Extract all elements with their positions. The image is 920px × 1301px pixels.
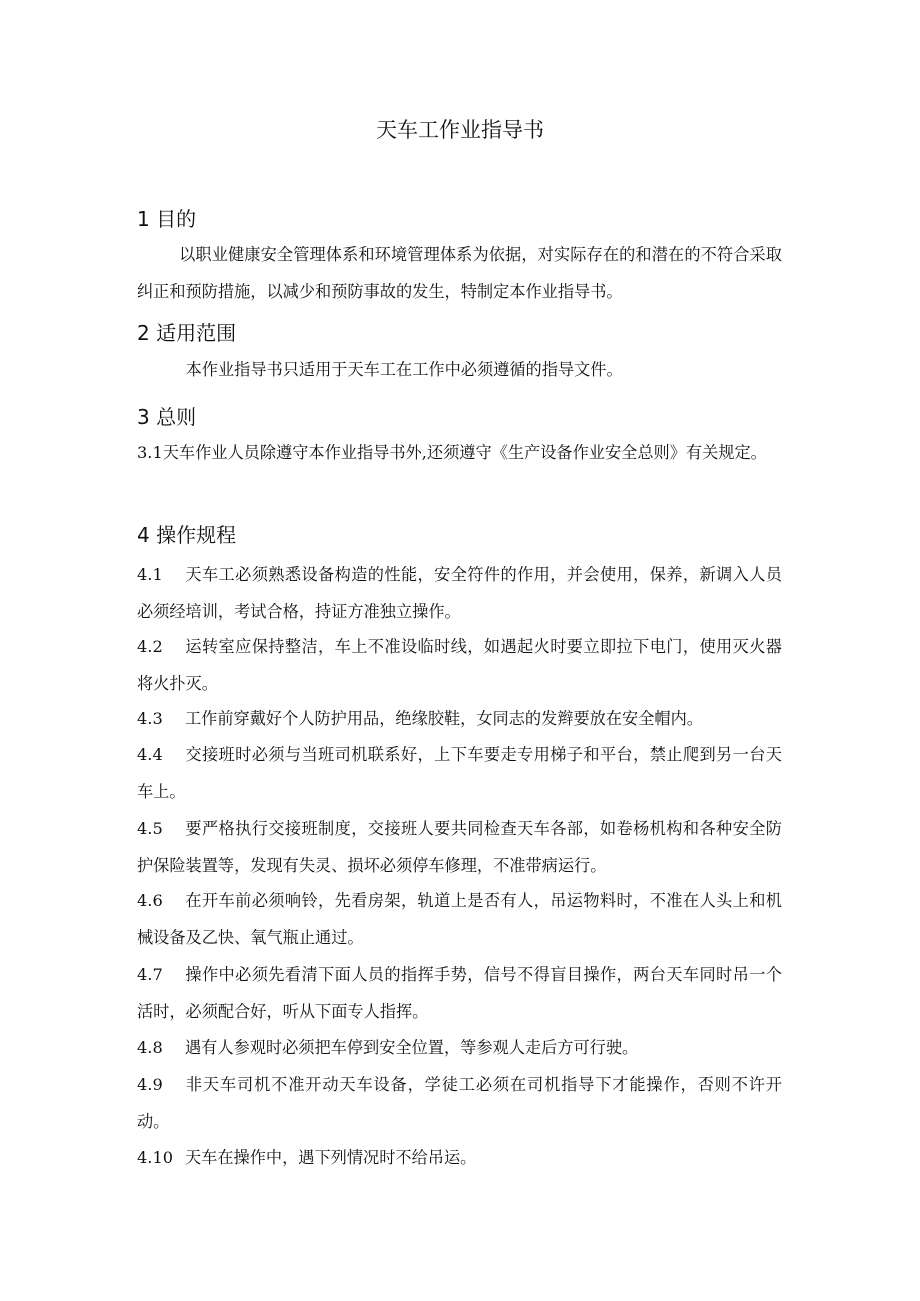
clause-text: 操作中必须先看清下面人员的指挥手势，信号不得盲目操作，两台天车同时吊一个活时，必须配合好，听从下面专人指挥。 xyxy=(137,965,782,1021)
clause-text: 天车工必须熟悉设备构造的性能，安全符件的作用，并会使用，保养，新调入人员必须经培训，考试合格，持证方准独立操作。 xyxy=(137,565,782,621)
section-text-scope: 本作业指导书只适用于天车工在工作中必须遵循的指导文件。 xyxy=(185,360,623,379)
clause-number: 4.5 xyxy=(137,819,163,838)
section-text-purpose: 以职业健康安全管理体系和环境管理体系为依据，对实际存在的和潜在的不符合采取纠正和预防措施，以减少和预防事故的发生，特制定本作业指导书。 xyxy=(137,245,782,301)
clause-text: 运转室应保持整洁，车上不准设临时线，如遇起火时要立即拉下电门，使用灭火器将火扑灭。 xyxy=(137,637,782,693)
clause-text: 天车在操作中，遇下列情况时不给吊运。 xyxy=(185,1148,477,1167)
clause-4-4 xyxy=(137,736,782,810)
clause-4-8 xyxy=(137,1029,782,1066)
clause-number: 4.9 xyxy=(137,1075,163,1094)
clause-text: 要严格执行交接班制度，交接班人要共同检查天车各部，如卷杨机构和各种安全防护保险装置等，发现有失灵、损坏必须停车修理，不准带病运行。 xyxy=(137,819,782,875)
clause-text: 遇有人参观时必须把车停到安全位置，等参观人走后方可行驶。 xyxy=(185,1038,639,1057)
clause-number: 4.6 xyxy=(137,891,163,910)
clause-3-1 xyxy=(137,434,782,471)
section-heading-scope: 2 适用范围 xyxy=(137,321,237,345)
clause-4-7 xyxy=(137,956,782,1030)
clause-number: 4.10 xyxy=(137,1148,174,1167)
clause-number: 4.1 xyxy=(137,565,163,584)
clause-number: 4.2 xyxy=(137,637,163,656)
clause-number: 4.7 xyxy=(137,965,163,984)
clause-number: 4.8 xyxy=(137,1038,163,1057)
clause-4-2 xyxy=(137,628,782,702)
clause-4-5 xyxy=(137,810,782,884)
clause-number: 4.4 xyxy=(137,745,163,764)
clause-4-3 xyxy=(137,700,782,737)
section-heading-general: 3 总则 xyxy=(137,405,197,429)
clause-text: 工作前穿戴好个人防护用品，绝缘胶鞋，女同志的发辫要放在安全帽内。 xyxy=(185,709,703,728)
clause-4-6 xyxy=(137,882,782,956)
clause-4-9 xyxy=(137,1066,782,1140)
clause-number: 3.1 xyxy=(137,443,163,462)
clause-text: 非天车司机不准开动天车设备，学徒工必须在司机指导下才能操作，否则不许开动。 xyxy=(137,1075,782,1131)
section-heading-purpose: 1 目的 xyxy=(137,207,197,231)
clause-number: 4.3 xyxy=(137,709,163,728)
clause-text: 天车作业人员除遵守本作业指导书外,还须遵守《生产设备作业安全总则》有关规定。 xyxy=(162,443,767,462)
document-title: 天车工作业指导书 xyxy=(376,118,544,142)
section-heading-procedure: 4 操作规程 xyxy=(137,523,237,547)
clause-text: 交接班时必须与当班司机联系好，上下车要走专用梯子和平台，禁止爬到另一台天车上。 xyxy=(137,745,782,801)
clause-text: 在开车前必须响铃，先看房架，轨道上是否有人，吊运物料时，不准在人头上和机械设备及乙快、氧气瓶止通过。 xyxy=(137,891,782,947)
clause-4-1 xyxy=(137,556,782,630)
clause-4-10 xyxy=(137,1139,782,1176)
